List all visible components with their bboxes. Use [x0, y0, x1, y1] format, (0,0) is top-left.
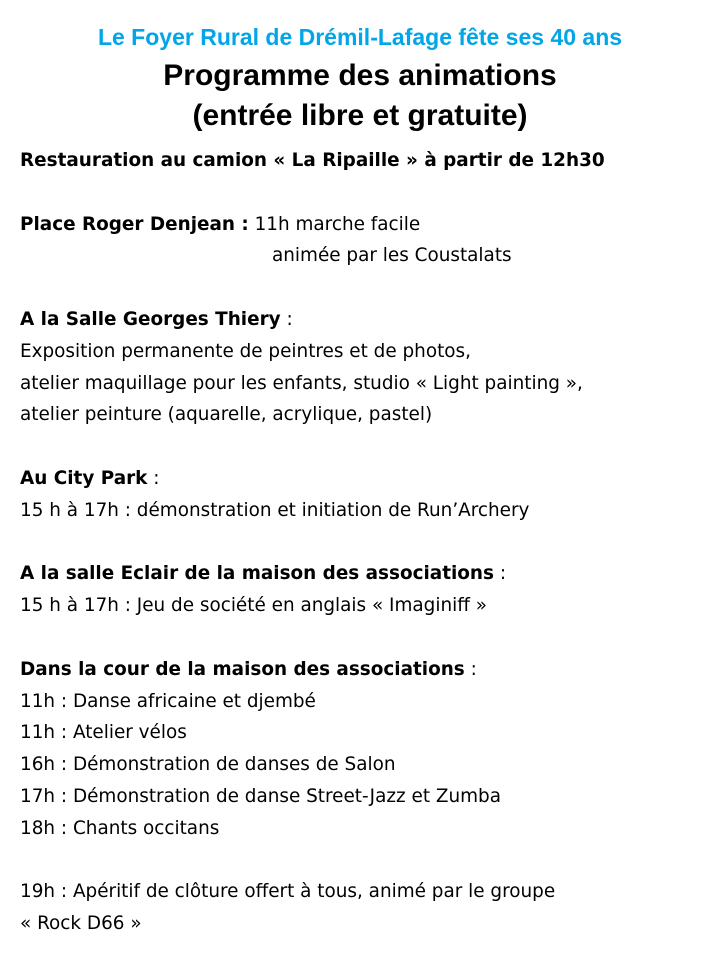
- spacer: [20, 272, 710, 304]
- schedule-line: 17h : Démonstration de danse Street-Jazz et Zumba: [20, 785, 501, 807]
- program-content: [20, 145, 710, 940]
- schedule-line: 15 h à 17h : Jeu de société en anglais « Imaginiff »: [20, 595, 487, 617]
- section-label: A la salle Eclair de la maison des associations: [20, 563, 494, 585]
- section-label: A la Salle Georges Thiery: [20, 308, 281, 330]
- anniversary-banner: Le Foyer Rural de Drémil-Lafage fête ses 40 ans: [97, 24, 623, 50]
- label-colon: :: [280, 308, 293, 330]
- label-colon: :: [464, 658, 477, 680]
- label-colon: :: [147, 467, 160, 489]
- label-colon: :: [493, 563, 507, 585]
- closing-line: 19h : Apéritif de clôture offert à tous, animé par le groupe: [20, 881, 556, 903]
- schedule-line: 11h : Atelier vélos: [20, 722, 187, 744]
- city-park-heading: [20, 463, 710, 495]
- page-subtitle: (entrée libre et gratuite): [192, 99, 528, 132]
- schedule-line: 15 h à 17h : démonstration et initiation de Run’Archery: [20, 499, 530, 521]
- section-label: Au City Park: [20, 467, 148, 489]
- spacer: [20, 431, 710, 463]
- schedule-line: 11h marche facile: [248, 213, 421, 235]
- cour-heading: [20, 654, 710, 686]
- place-roger-denjean: [20, 209, 710, 241]
- section-label: Dans la cour de la maison des associations: [20, 658, 465, 680]
- salle-georges-thiery-heading: [20, 304, 710, 336]
- schedule-line: Exposition permanente de peintres et de photos,: [20, 340, 471, 362]
- page-title: Programme des animations: [163, 59, 557, 92]
- salle-eclair-heading: [20, 558, 710, 590]
- section-label: Place Roger Denjean :: [20, 213, 249, 235]
- spacer: [20, 622, 710, 654]
- closing-line: « Rock D66 »: [20, 913, 142, 935]
- restauration-line: Restauration au camion « La Ripaille » à partir de 12h30: [20, 150, 605, 171]
- schedule-line: animée par les Coustalats: [272, 245, 512, 267]
- schedule-line: atelier peinture (aquarelle, acrylique, pastel): [20, 404, 433, 426]
- spacer: [20, 527, 710, 559]
- spacer: [20, 177, 710, 209]
- schedule-line: 11h : Danse africaine et djembé: [20, 690, 316, 712]
- spacer: [20, 845, 710, 877]
- schedule-line: 18h : Chants occitans: [20, 817, 220, 839]
- schedule-line: 16h : Démonstration de danses de Salon: [20, 754, 396, 776]
- schedule-line: atelier maquillage pour les enfants, studio « Light painting »,: [20, 372, 583, 394]
